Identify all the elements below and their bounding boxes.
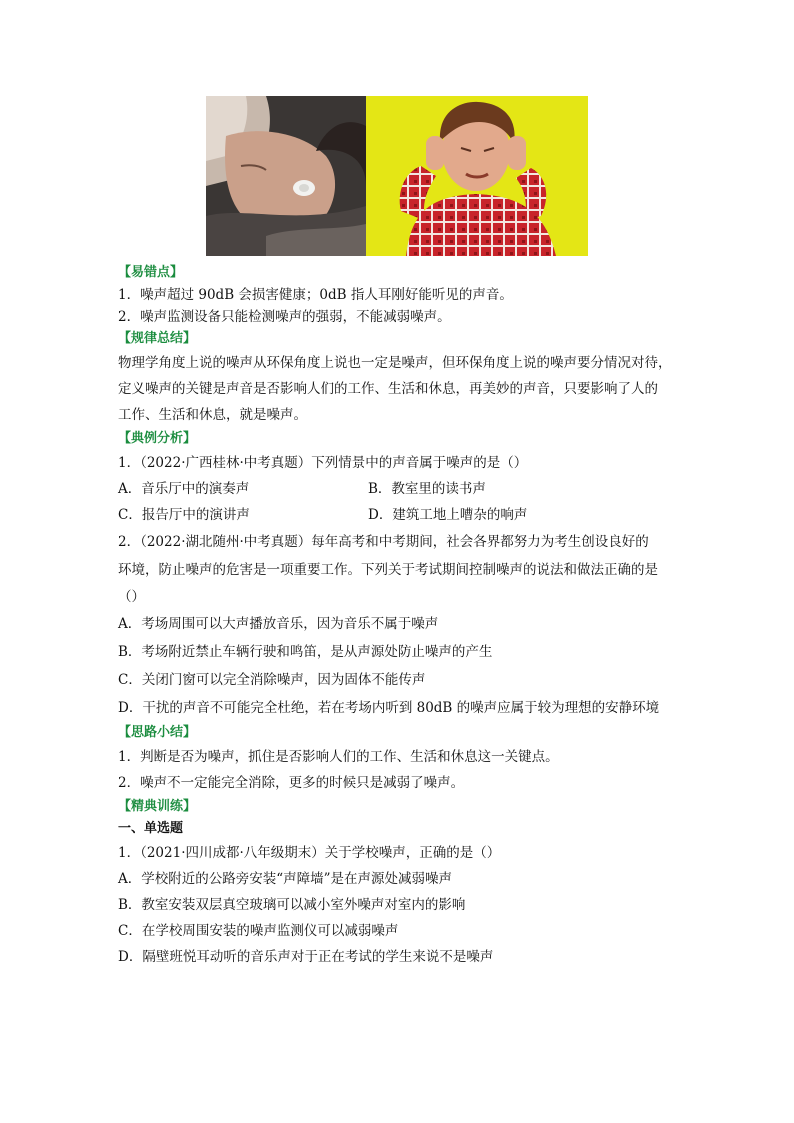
example-q2-line-1: 2．（2022·湖北随州·中考真题）每年高考和中考期间，社会各界都努力为考生创设良好的 xyxy=(118,534,649,550)
training-q1-option-b: B．教室安装双层真空玻璃可以减小室外噪声对室内的影响 xyxy=(118,897,466,913)
heading-examples: 【典例分析】 xyxy=(118,431,197,446)
error-item-1: 1．噪声超过 90dB 会损害健康；0dB 指人耳刚好能听见的声音。 xyxy=(118,287,513,303)
example-q2-line-2: 环境，防止噪声的危害是一项重要工作。下列关于考试期间控制噪声的说法和做法正确的是 xyxy=(118,562,658,578)
photo-woman-earplug xyxy=(206,96,366,256)
training-q1-option-d: D．隔壁班悦耳动听的音乐声对于正在考试的学生来说不是噪声 xyxy=(118,949,494,965)
summary-line-2: 定义噪声的关键是声音是否影响人们的工作、生活和休息，再美妙的声音，只要影响了人的 xyxy=(118,381,658,397)
example-q2-option-a: A．考场周围可以大声播放音乐，因为音乐不属于噪声 xyxy=(118,616,439,632)
training-q1-option-c: C．在学校周围安装的噪声监测仪可以减弱噪声 xyxy=(118,923,399,939)
woman-earplug-illustration xyxy=(206,96,366,256)
example-q1-option-a: A．音乐厅中的演奏声 xyxy=(118,481,250,497)
example-q1-stem: 1．（2022·广西桂林·中考真题）下列情景中的声音属于噪声的是（） xyxy=(118,455,528,471)
heading-errors: 【易错点】 xyxy=(118,265,184,280)
example-q1-option-b: B．教室里的读书声 xyxy=(368,481,486,497)
training-q1-stem: 1．（2021·四川成都·八年级期末）关于学校噪声，正确的是（） xyxy=(118,845,501,861)
example-q2-option-d: D．干扰的声音不可能完全杜绝，若在考场内听到 80dB 的噪声应属于较为理想的安静环境 xyxy=(118,700,660,716)
training-subheading: 一、单选题 xyxy=(118,821,184,836)
heading-training: 【精典训练】 xyxy=(118,799,197,814)
error-item-2: 2．噪声监测设备只能检测噪声的强弱，不能减弱噪声。 xyxy=(118,309,451,325)
boy-covering-ears-illustration xyxy=(366,96,588,256)
thinking-item-1: 1．判断是否为噪声，抓住是否影响人们的工作、生活和休息这一关键点。 xyxy=(118,749,559,765)
example-q2-line-3: （） xyxy=(118,589,145,605)
example-q2-option-b: B．考场附近禁止车辆行驶和鸣笛，是从声源处防止噪声的产生 xyxy=(118,644,493,660)
example-q1-options-row-2 xyxy=(118,502,688,528)
photo-strip xyxy=(206,96,588,256)
summary-line-3: 工作、生活和休息，就是噪声。 xyxy=(118,407,307,423)
heading-thinking: 【思路小结】 xyxy=(118,725,197,740)
example-q1-option-d: D．建筑工地上嘈杂的响声 xyxy=(368,507,528,523)
summary-line-1: 物理学角度上说的噪声从环保角度上说也一定是噪声，但环保角度上说的噪声要分情况对待， xyxy=(118,355,672,371)
training-q1-option-a: A．学校附近的公路旁安装“声障墙”是在声源处减弱噪声 xyxy=(118,871,453,887)
document-body xyxy=(118,262,688,970)
thinking-item-2: 2．噪声不一定能完全消除，更多的时候只是减弱了噪声。 xyxy=(118,775,465,791)
example-q1-options-row-1 xyxy=(118,476,688,502)
heading-summary: 【规律总结】 xyxy=(118,331,197,346)
example-q2-option-c: C．关闭门窗可以完全消除噪声，因为固体不能传声 xyxy=(118,672,426,688)
example-q1-option-c: C．报告厅中的演讲声 xyxy=(118,507,250,523)
photo-boy-covering-ears xyxy=(366,96,588,256)
